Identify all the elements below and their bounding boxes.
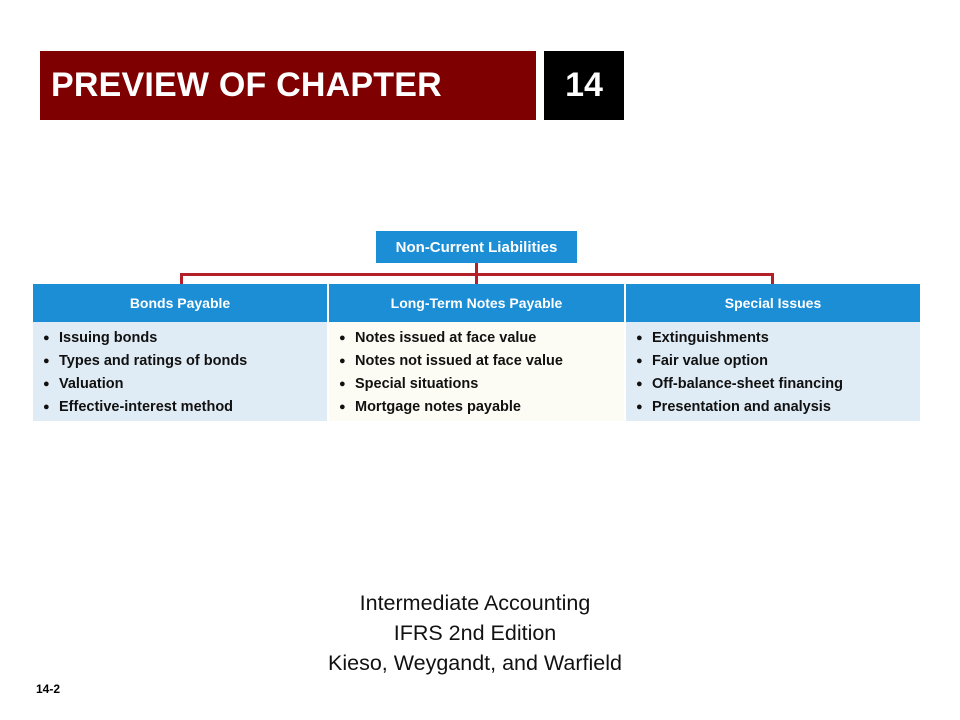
slide-number: 14-2 (36, 682, 61, 696)
bullet-icon: ● (636, 378, 643, 390)
connector-right-drop (771, 273, 774, 284)
bullet-icon: ● (43, 401, 50, 413)
list-item: ● Special situations (339, 373, 624, 396)
bullet-icon: ● (43, 332, 50, 344)
book-citation (280, 588, 670, 678)
list-item: ● Notes not issued at face value (339, 350, 624, 373)
list-item: ● Effective-interest method (43, 396, 327, 419)
list-item: ● Types and ratings of bonds (43, 350, 327, 373)
bullet-icon: ● (339, 332, 346, 344)
column-body (329, 322, 624, 421)
list-item: ● Fair value option (636, 350, 920, 373)
list-item: ● Issuing bonds (43, 327, 327, 350)
bullet-icon: ● (636, 401, 643, 413)
root-node-label: Non-Current Liabilities (395, 238, 558, 256)
chapter-title: PREVIEW OF CHAPTER (51, 66, 442, 104)
column-body (626, 322, 920, 421)
bullet-icon: ● (339, 401, 346, 413)
connector-left-drop (180, 273, 183, 284)
connector-middle-drop (475, 273, 478, 284)
column-heading-box (33, 284, 327, 322)
list-item: ● Notes issued at face value (339, 327, 624, 350)
list-item: ● Presentation and analysis (636, 396, 920, 419)
bullet-icon: ● (43, 355, 50, 367)
column-special-issues (626, 284, 920, 421)
book-edition: IFRS 2nd Edition (393, 621, 557, 645)
chapter-number: 14 (565, 66, 603, 104)
column-heading: Bonds Payable (129, 295, 231, 311)
column-body (33, 322, 327, 421)
column-heading: Special Issues (724, 295, 822, 311)
book-authors: Kieso, Weygandt, and Warfield (328, 651, 622, 675)
list-item: ● Extinguishments (636, 327, 920, 350)
book-title: Intermediate Accounting (359, 591, 591, 615)
bullet-icon: ● (636, 332, 643, 344)
column-long-term-notes-payable (329, 284, 624, 421)
column-heading-box (329, 284, 624, 322)
column-bonds-payable (33, 284, 327, 421)
bullet-icon: ● (339, 355, 346, 367)
list-item: ● Mortgage notes payable (339, 396, 624, 419)
column-heading-box (626, 284, 920, 322)
bullet-icon: ● (636, 355, 643, 367)
bullet-icon: ● (43, 378, 50, 390)
root-node (376, 231, 577, 263)
list-item: ● Valuation (43, 373, 327, 396)
bullet-icon: ● (339, 378, 346, 390)
column-heading: Long-Term Notes Payable (390, 295, 563, 311)
list-item: ● Off-balance-sheet financing (636, 373, 920, 396)
